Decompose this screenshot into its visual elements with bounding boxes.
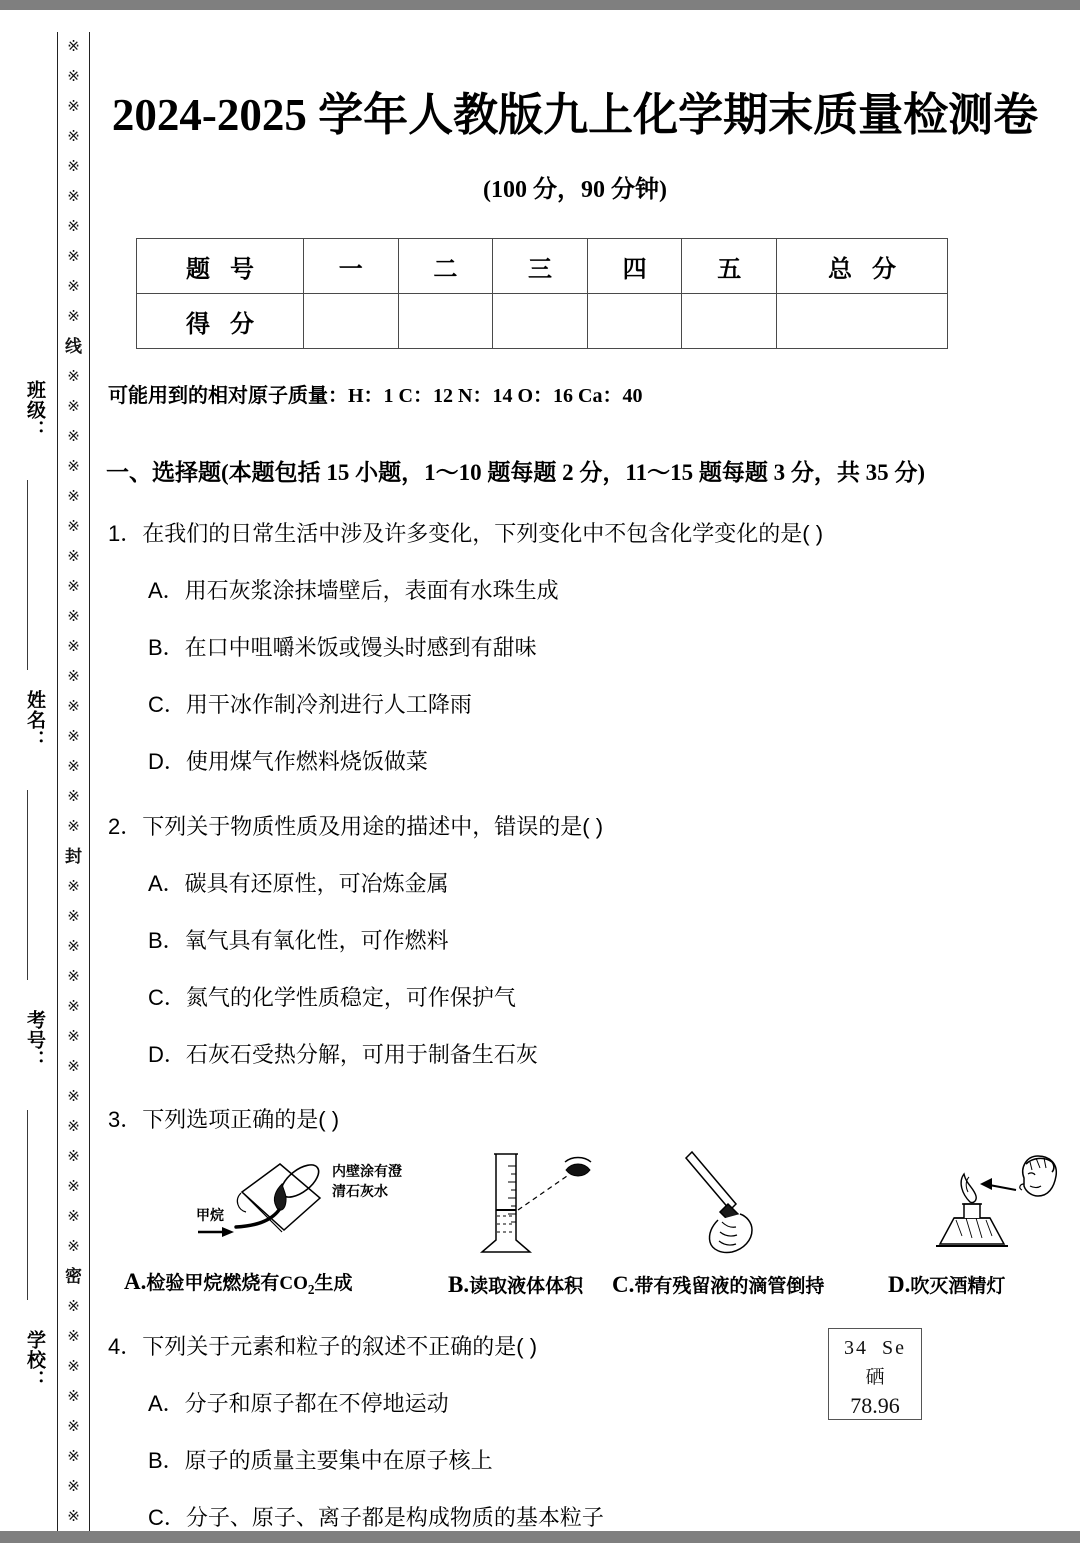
option-d-caption: 吹灭酒精灯	[910, 1276, 1006, 1297]
seal-symbol: ※	[67, 1148, 80, 1165]
sidebar-label-class: 班级：	[24, 380, 45, 440]
blowing-alcohol-lamp-icon	[912, 1148, 1062, 1266]
seal-symbol: ※	[67, 398, 80, 415]
seal-symbol: ※	[67, 1058, 80, 1075]
score-table	[136, 238, 948, 349]
seal-line-column	[57, 32, 90, 1531]
score-cell-3[interactable]	[493, 294, 588, 349]
question-2-text: 下列关于物质性质及用途的描述中，错误的是( )	[142, 814, 604, 839]
option-a-caption-sub: 2	[307, 1282, 315, 1297]
seal-symbol: ※	[67, 968, 80, 985]
question-4-text: 下列关于元素和粒子的叙述不正确的是( )	[142, 1334, 538, 1359]
option-a-letter: A.	[124, 1269, 147, 1295]
question-4-option-c[interactable]: C．分子、原子、离子都是构成物质的基本粒子	[148, 1505, 604, 1530]
question-3-figure-d[interactable]	[888, 1148, 1068, 1298]
question-1-option-b[interactable]: B．在口中咀嚼米饭或馒头时感到有甜味	[148, 635, 537, 660]
seal-word: 密	[65, 1267, 82, 1286]
seal-margin-labels	[0, 10, 56, 1531]
seal-symbol: ※	[67, 1328, 80, 1345]
seal-symbol: ※	[67, 68, 80, 85]
seal-symbol: ※	[67, 128, 80, 145]
sidebar-rule-class	[27, 480, 28, 670]
element-card-number-symbol	[829, 1337, 921, 1360]
question-3-caption-b	[448, 1271, 583, 1298]
seal-symbol: ※	[67, 518, 80, 535]
exam-page	[0, 10, 1080, 1531]
seal-symbol: ※	[67, 368, 80, 385]
sidebar-label-name: 姓名：	[24, 690, 45, 750]
option-a-caption-pre: 检验甲烷燃烧有CO	[146, 1273, 308, 1295]
score-table-col-total: 总 分	[777, 239, 948, 294]
seal-symbol: ※	[67, 998, 80, 1015]
sidebar-label-examid: 考号：	[24, 1010, 45, 1070]
seal-symbol: ※	[67, 308, 80, 325]
score-table-col-4: 四	[587, 239, 682, 294]
question-3-caption-d	[888, 1271, 1005, 1298]
graduated-cylinder-icon	[466, 1148, 606, 1266]
seal-symbol: ※	[67, 758, 80, 775]
score-cell-1[interactable]	[304, 294, 399, 349]
element-atomic-number: 34	[844, 1337, 868, 1359]
option-d-letter: D.	[888, 1272, 911, 1297]
question-3-stem	[108, 1103, 1050, 1134]
seal-symbol: ※	[67, 458, 80, 475]
table-row-header	[137, 239, 948, 294]
sidebar-rule-examid	[27, 1110, 28, 1300]
seal-symbol: ※	[67, 578, 80, 595]
limewater-annotation-line1: 内壁涂有澄	[332, 1165, 402, 1180]
beaker-over-flame-icon	[184, 1148, 414, 1266]
score-cell-2[interactable]	[398, 294, 493, 349]
option-a-caption-post: 生成	[314, 1273, 353, 1295]
seal-symbol: ※	[67, 428, 80, 445]
seal-symbol: ※	[67, 38, 80, 55]
seal-symbol: ※	[67, 788, 80, 805]
question-3-figure-c[interactable]	[612, 1148, 912, 1298]
element-symbol: Se	[882, 1337, 906, 1359]
score-table-row-label-number: 题 号	[137, 239, 304, 294]
seal-symbol: ※	[67, 548, 80, 565]
question-1-number: 1．	[108, 521, 143, 546]
inverted-dropper-hand-icon	[674, 1148, 824, 1266]
page-title: 2024-2025 学年人教版九上化学期末质量检测卷	[111, 90, 1039, 140]
question-4-number: 4．	[108, 1334, 143, 1359]
seal-symbol: ※	[67, 278, 80, 295]
sidebar-label-school: 学校：	[24, 1330, 45, 1390]
seal-symbol: ※	[67, 1418, 80, 1435]
question-3-figure-a[interactable]	[124, 1148, 402, 1298]
seal-symbol: ※	[67, 1178, 80, 1195]
score-cell-total[interactable]	[777, 294, 948, 349]
question-3-text: 下列选项正确的是( )	[142, 1107, 340, 1132]
seal-symbol: ※	[67, 1238, 80, 1255]
question-3-caption-c	[612, 1271, 824, 1298]
element-card-selenium	[828, 1328, 922, 1420]
question-2-stem	[108, 810, 1050, 841]
seal-symbol: ※	[67, 1208, 80, 1225]
seal-symbol: ※	[67, 188, 80, 205]
option-c-caption: 带有残留液的滴管倒持	[634, 1276, 825, 1297]
score-cell-4[interactable]	[587, 294, 682, 349]
score-cell-5[interactable]	[682, 294, 777, 349]
question-1-stem	[108, 517, 1050, 548]
score-table-row-label-score: 得 分	[137, 294, 304, 349]
seal-symbol: ※	[67, 1088, 80, 1105]
score-table-col-5: 五	[682, 239, 777, 294]
main-content	[100, 10, 1050, 1531]
methane-inlet-label: 甲烷	[196, 1209, 224, 1224]
seal-symbol: ※	[67, 818, 80, 835]
score-table-col-1: 一	[304, 239, 399, 294]
seal-symbol: ※	[67, 1508, 80, 1525]
seal-word: 线	[65, 337, 82, 356]
seal-symbol: ※	[67, 698, 80, 715]
seal-symbol: ※	[67, 488, 80, 505]
seal-symbol: ※	[67, 878, 80, 895]
element-atomic-mass: 78.96	[850, 1393, 900, 1418]
score-table-col-3: 三	[493, 239, 588, 294]
seal-symbol: ※	[67, 158, 80, 175]
question-4-option-b[interactable]: B．原子的质量主要集中在原子核上	[148, 1448, 493, 1473]
sidebar-rule-name	[27, 790, 28, 980]
seal-symbol: ※	[67, 1388, 80, 1405]
question-1-option-d[interactable]: D．使用煤气作燃料烧饭做菜	[148, 749, 428, 774]
table-row-score	[137, 294, 948, 349]
question-2-option-d[interactable]: D．石灰石受热分解，可用于制备生石灰	[148, 1042, 538, 1067]
page-subtitle: (100 分，90 分钟)	[483, 177, 667, 203]
question-3-figure-row	[100, 1148, 1050, 1298]
seal-symbol: ※	[67, 1448, 80, 1465]
seal-symbol: ※	[67, 1298, 80, 1315]
seal-symbol: ※	[67, 938, 80, 955]
seal-marks-list	[58, 32, 89, 1531]
question-1-option-a[interactable]: A．用石灰浆涂抹墙壁后，表面有水珠生成	[148, 578, 559, 603]
seal-symbol: ※	[67, 608, 80, 625]
seal-symbol: ※	[67, 1028, 80, 1045]
seal-symbol: ※	[67, 1358, 80, 1375]
option-b-letter: B.	[448, 1272, 470, 1297]
question-2-number: 2．	[108, 814, 143, 839]
seal-symbol: ※	[67, 218, 80, 235]
seal-word: 封	[65, 847, 82, 866]
question-1-text: 在我们的日常生活中涉及许多变化，下列变化中不包含化学变化的是( )	[142, 521, 824, 546]
seal-symbol: ※	[67, 668, 80, 685]
question-3-number: 3．	[108, 1107, 143, 1132]
seal-symbol: ※	[67, 1478, 80, 1495]
atomic-mass-note: 可能用到的相对原子质量：H：1 C：12 N：14 O：16 Ca：40	[108, 385, 643, 407]
element-name: 硒	[865, 1367, 885, 1388]
score-table-col-2: 二	[398, 239, 493, 294]
question-2-option-a[interactable]: A．碳具有还原性，可冶炼金属	[148, 871, 449, 896]
seal-symbol: ※	[67, 638, 80, 655]
limewater-annotation-line2: 清石灰水	[332, 1185, 388, 1200]
seal-symbol: ※	[67, 248, 80, 265]
seal-symbol: ※	[67, 908, 80, 925]
question-2-option-c[interactable]: C．氮气的化学性质稳定，可作保护气	[148, 985, 516, 1010]
seal-symbol: ※	[67, 98, 80, 115]
question-2-option-b[interactable]: B．氧气具有氧化性，可作燃料	[148, 928, 449, 953]
option-b-caption: 读取液体体积	[469, 1276, 584, 1297]
section-one-heading: 一、选择题(本题包括 15 小题，1～10 题每题 2 分，11～15 题每题 3 分，共 35 分)	[106, 460, 926, 485]
question-3-caption-a	[124, 1268, 353, 1298]
seal-symbol: ※	[67, 728, 80, 745]
option-c-letter: C.	[612, 1272, 635, 1297]
seal-symbol: ※	[67, 1118, 80, 1135]
question-1-option-c[interactable]: C．用干冰作制冷剂进行人工降雨	[148, 692, 472, 717]
question-4-option-a[interactable]: A．分子和原子都在不停地运动	[148, 1391, 449, 1416]
